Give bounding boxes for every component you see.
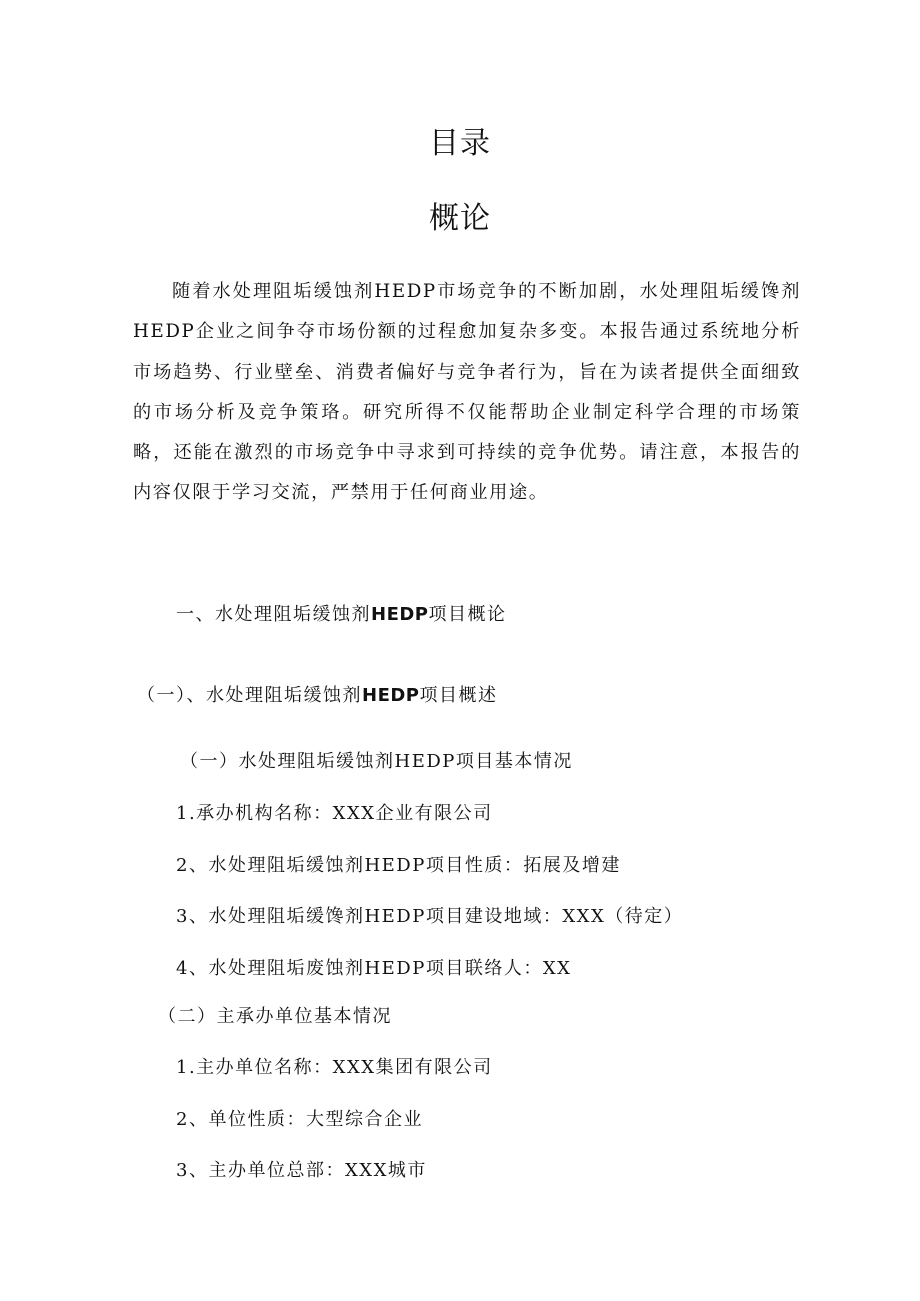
list-item: 2、水处理阻垢缓蚀剂HEDP项目性质：拓展及增建 <box>176 855 621 876</box>
list-item: 3、主办单位总部：XXX城市 <box>176 1160 427 1181</box>
section-heading-1-1-highlight: HEDP <box>362 685 420 706</box>
section-heading-1-suffix: 项目概论 <box>428 604 507 625</box>
section-heading-1-1 <box>137 681 498 707</box>
overview-title: 概论 <box>429 201 491 236</box>
subsection-heading-basic-info: （一）水处理阻垢缓蚀剂HEDP项目基本情况 <box>180 751 573 772</box>
list-item: 1.主办单位名称：XXX集团有限公司 <box>176 1057 493 1078</box>
list-item: 3、水处理阻垢缓馋剂HEDP项目建设地域：XXX（待定） <box>176 906 684 927</box>
list-item: 2、单位性质：大型综合企业 <box>176 1109 423 1130</box>
toc-title: 目录 <box>429 126 491 161</box>
section-heading-1-1-suffix: 项目概述 <box>419 685 498 706</box>
section-heading-1-prefix: 一、水处理阻垢缓蚀剂 <box>176 604 371 625</box>
intro-paragraph: 随着水处理阻垢缓蚀剂HEDP市场竞争的不断加剧，水处理阻垢缓馋剂HEDP企业之间争夺市场份额的过程愈加复杂多变。本报告通过系统地分析市场趋势、行业壁垒、消费者偏好与竞争者行为，旨在为读者提供全面细致的市场分析及竞争策珞。研究所得不仅能帮助企业制定科学合理的市场策略，还能在激烈的市场竞争中寻求到可持续的竞争优势。请注意，本报告的内容仅限于学习交流，严禁用于任何商业用途。 <box>133 281 801 504</box>
section-heading-1 <box>176 600 507 626</box>
subsection-heading-host-unit: （二）主承办单位基本情况 <box>158 1006 392 1027</box>
list-item: 4、水处理阻垢废蚀剂HEDP项目联络人：XX <box>176 958 572 979</box>
list-item: 1.承办机构名称：XXX企业有限公司 <box>176 803 493 824</box>
section-heading-1-highlight: HEDP <box>371 604 429 625</box>
section-heading-1-1-prefix: （一）、水处理阻垢缓蚀剂 <box>137 685 362 706</box>
